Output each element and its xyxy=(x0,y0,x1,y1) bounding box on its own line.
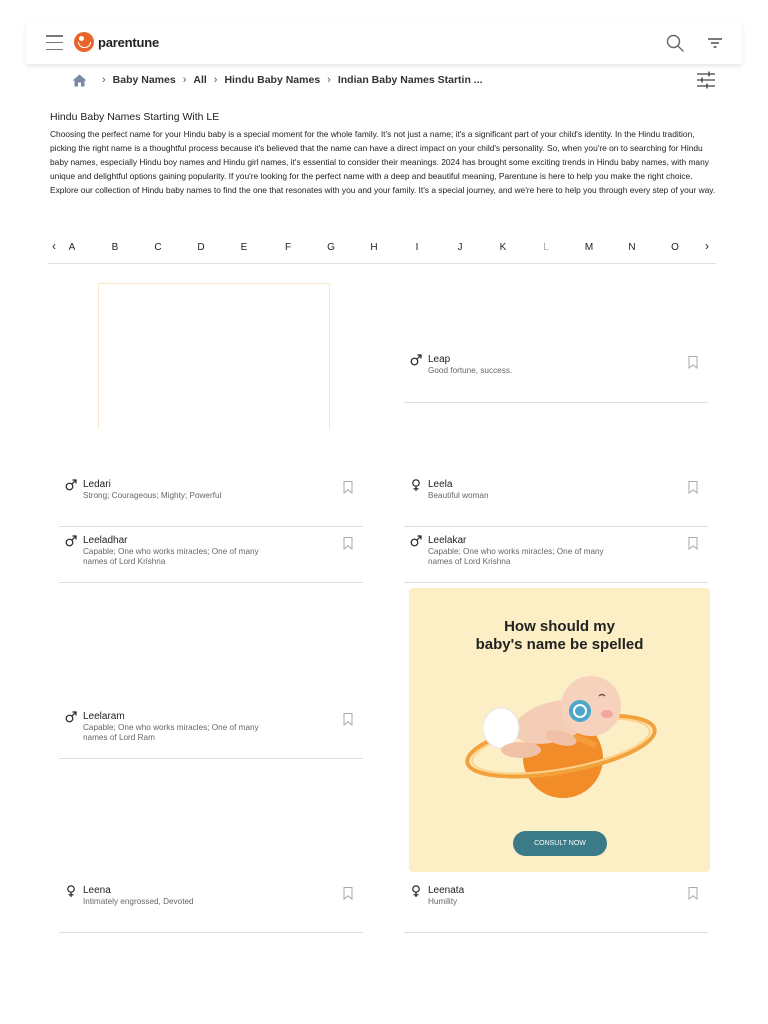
chevron-right-icon: › xyxy=(213,74,218,86)
name-card[interactable] xyxy=(404,354,708,403)
logo[interactable] xyxy=(74,32,159,52)
logo-text: parentune xyxy=(98,34,160,50)
letter-f[interactable]: F xyxy=(284,242,292,253)
male-icon xyxy=(65,711,77,723)
letter-n[interactable]: N xyxy=(628,242,636,253)
baby-name[interactable]: Leelaram xyxy=(83,711,125,722)
letter-g[interactable]: G xyxy=(327,242,335,253)
name-card[interactable] xyxy=(59,885,363,933)
breadcrumb-hindu-baby-names[interactable]: Hindu Baby Names xyxy=(224,74,321,86)
letter-e[interactable]: E xyxy=(240,242,248,253)
page-title: Hindu Baby Names Starting With LE xyxy=(50,111,220,123)
bookmark-icon[interactable] xyxy=(343,537,353,550)
top-header xyxy=(26,22,742,64)
letter-i[interactable]: I xyxy=(415,242,419,253)
ad-title xyxy=(409,618,710,654)
name-meaning: Intimately engrossed, Devoted xyxy=(83,897,194,906)
name-meaning: Strong; Courageous; Mighty; Powerful xyxy=(83,491,222,500)
name-meaning: Capable; One who works miracles; One of many names of Lord Krishna xyxy=(83,547,259,567)
sliders-icon[interactable] xyxy=(696,71,716,89)
name-meaning: Capable; One who works miracles; One of many names of Lord Krishna xyxy=(428,547,604,567)
ad-title-line-1: How should my xyxy=(504,618,615,635)
chevron-right-icon: › xyxy=(182,74,187,86)
consult-now-button[interactable]: CONSULT NOW xyxy=(513,831,607,856)
baby-name[interactable]: Leap xyxy=(428,354,451,365)
bookmark-icon[interactable] xyxy=(343,887,353,900)
baby-name[interactable]: Leena xyxy=(83,885,111,896)
alphabet-prev-icon[interactable]: ‹ xyxy=(52,239,56,253)
letter-a[interactable]: A xyxy=(68,242,76,253)
alphabet-next-icon[interactable]: › xyxy=(705,239,709,253)
bookmark-icon[interactable] xyxy=(343,481,353,494)
home-icon[interactable] xyxy=(72,74,87,87)
breadcrumb-current: Indian Baby Names Startin ... xyxy=(337,74,483,86)
male-icon xyxy=(410,535,422,547)
name-card[interactable] xyxy=(59,711,363,759)
baby-name[interactable]: Leelakar xyxy=(428,535,467,546)
baby-name[interactable]: Leela xyxy=(428,479,453,490)
bookmark-icon[interactable] xyxy=(343,713,353,726)
filter-icon[interactable] xyxy=(708,37,722,49)
baby-name[interactable]: Leenata xyxy=(428,885,465,896)
baby-on-planet-illustration xyxy=(461,666,661,806)
letter-h[interactable]: H xyxy=(370,242,378,253)
letter-c[interactable]: C xyxy=(154,242,162,253)
name-card[interactable] xyxy=(404,885,708,933)
breadcrumb xyxy=(72,72,483,88)
letter-j[interactable]: J xyxy=(457,242,463,253)
name-card[interactable] xyxy=(404,535,708,583)
female-icon xyxy=(410,885,422,897)
name-meaning: Good fortune, success. xyxy=(428,366,513,375)
breadcrumb-all[interactable]: All xyxy=(193,74,207,86)
chevron-right-icon: › xyxy=(102,74,106,86)
name-card[interactable] xyxy=(404,479,708,527)
intro-paragraph: Choosing the perfect name for your Hindu baby is a special moment for the whole family. It's not just a name; it's a significant part of your child's identity. In the Hindu tradition, picking the right name is a thoughtful process because it's believed that the name can have a direct impact on your child's personality. So, when you're on to searching for Hindu baby names, especially Hindu boy names and Hindu girl names, it's essential to consider their meanings. 2024 has brought some exciting trends in Hindu baby names, with many unique and delightful options gaining popularity. If you're looking for the perfect name with a deep and beautiful meaning, Parentune is here to help you make the right choice. Explore our collection of Hindu baby names to find the one that resonates with you and your family. It's a special journey, and we're here to help you through every step of your way. xyxy=(50,129,716,195)
male-icon xyxy=(65,535,77,547)
letter-o[interactable]: O xyxy=(671,242,679,253)
name-meaning: Capable; One who works miracles; One of many names of Lord Ram xyxy=(83,723,259,743)
name-meaning: Beautiful woman xyxy=(428,491,489,500)
logo-icon xyxy=(74,32,94,52)
female-icon xyxy=(410,479,422,491)
letter-m[interactable]: M xyxy=(584,242,594,253)
ad-title-line-2: baby's name be spelled xyxy=(475,636,644,653)
bookmark-icon[interactable] xyxy=(688,537,698,550)
male-icon xyxy=(410,354,422,366)
hamburger-icon[interactable] xyxy=(46,35,63,50)
alphabet-nav xyxy=(48,238,716,264)
letter-b[interactable]: B xyxy=(111,242,119,253)
letter-k[interactable]: K xyxy=(499,242,507,253)
bookmark-icon[interactable] xyxy=(688,356,698,369)
search-icon[interactable] xyxy=(666,34,684,52)
name-card[interactable] xyxy=(59,535,363,583)
letter-l[interactable]: L xyxy=(543,242,549,253)
name-card[interactable] xyxy=(59,479,363,527)
consult-ad-banner[interactable] xyxy=(409,588,710,872)
bookmark-icon[interactable] xyxy=(688,481,698,494)
baby-name[interactable]: Leeladhar xyxy=(83,535,128,546)
bookmark-icon[interactable] xyxy=(688,887,698,900)
name-meaning: Humility xyxy=(428,897,458,906)
ad-placeholder xyxy=(98,283,330,429)
breadcrumb-baby-names[interactable]: Baby Names xyxy=(112,74,176,86)
letter-d[interactable]: D xyxy=(197,242,205,253)
male-icon xyxy=(65,479,77,491)
baby-name[interactable]: Ledari xyxy=(83,479,111,490)
female-icon xyxy=(65,885,77,897)
chevron-right-icon: › xyxy=(327,74,331,86)
